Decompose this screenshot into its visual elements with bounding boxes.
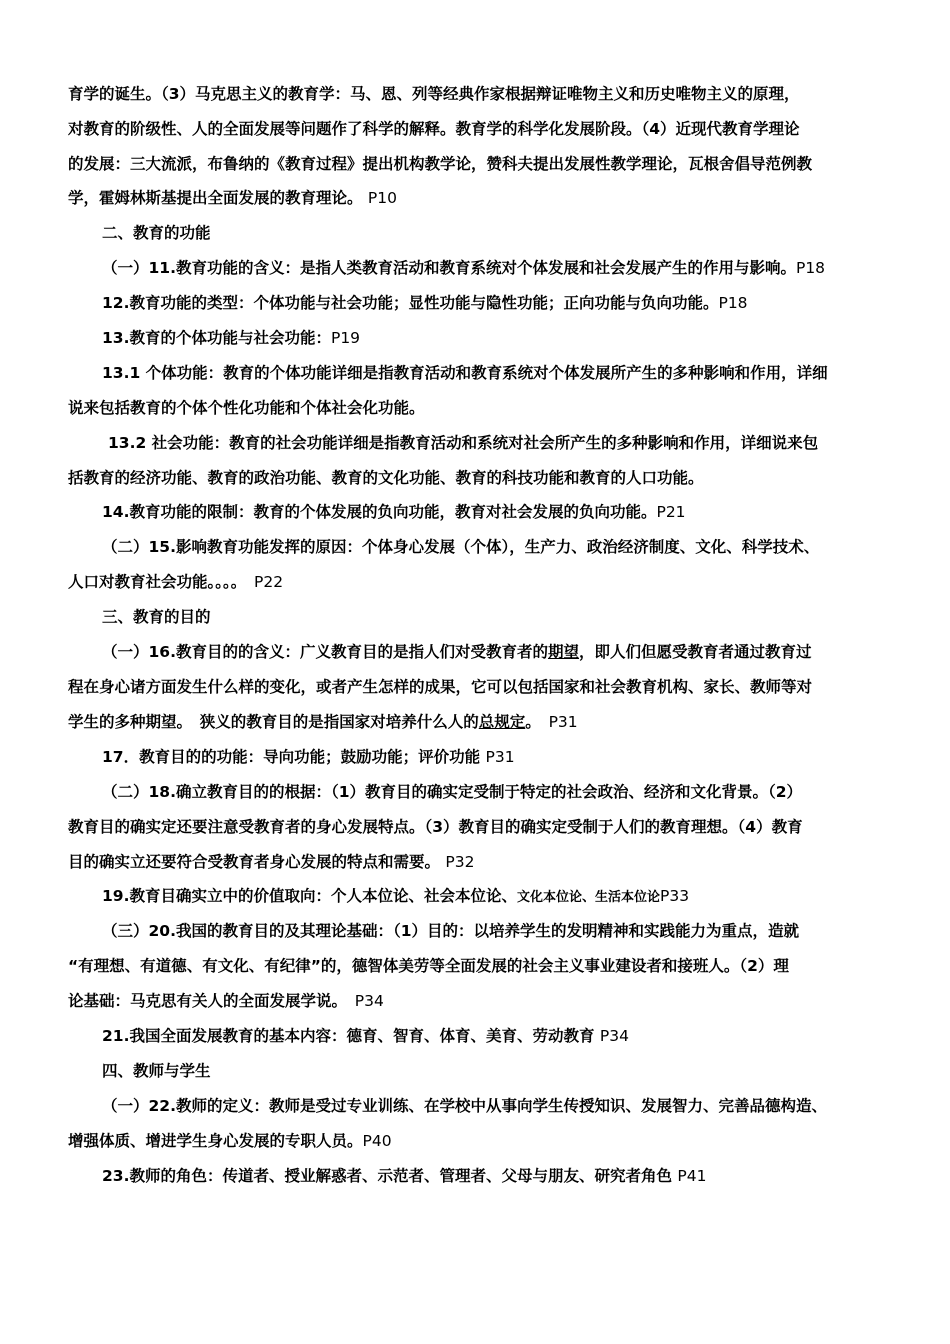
small-text: 文化本位论、生活本位论 — [516, 890, 660, 905]
page-ref: P40 — [362, 1132, 392, 1150]
text-line — [102, 537, 819, 557]
text: （一）22.教师的定义：教师是受过专业训练、在学校中从事向学生传授知识、发展智力、完善品德构造、 — [102, 1097, 827, 1115]
text-line — [102, 1096, 827, 1116]
heading-text: 三、教育的目的 — [102, 608, 211, 626]
section-heading — [102, 223, 211, 243]
text: 23.教师的角色：传道者、授业解惑者、示范者、管理者、父母与朋友、研究者角色 — [102, 1167, 672, 1185]
text: 增强体质、增进学生身心发展的专职人员。 — [68, 1132, 363, 1150]
heading-text: 四、教师与学生 — [102, 1062, 211, 1080]
text-line — [102, 782, 802, 802]
text: 教育目的确实定还要注意受教育者的身心发展特点。（3）教育目的确实定受制于人们的教育理想。（4）教育 — [68, 818, 803, 836]
text-line — [102, 642, 812, 662]
page-ref: P31 — [485, 748, 515, 766]
text-line — [68, 84, 800, 104]
page-ref: P19 — [330, 329, 361, 347]
text: 人口对教育社会功能。。。。 — [68, 573, 239, 591]
page-ref: P33 — [659, 887, 690, 905]
text: 13.2 社会功能：教育的社会功能详细是指教育活动和系统对社会所产生的多种影响和作用，详细说来包 — [108, 434, 819, 452]
page-ref: P18 — [795, 259, 826, 277]
text: 12.教育功能的类型：个体功能与社会功能；显性功能与隐性功能；正向功能与负向功能。 — [102, 294, 719, 312]
text-line — [68, 188, 397, 208]
section-heading — [102, 607, 211, 627]
text: 。 — [525, 713, 534, 731]
underlined-term: 总规定 — [478, 713, 526, 731]
page-ref: P34 — [354, 992, 384, 1010]
text-line — [68, 1131, 392, 1151]
heading-text: 二、教育的功能 — [102, 224, 211, 242]
text-line — [68, 154, 812, 174]
page-ref: P34 — [599, 1027, 629, 1045]
text-line — [102, 1026, 629, 1046]
text: “有理想、有道德、有文化、有纪律”的，德智体美劳等全面发展的社会主义事业建设者和接班人。（2）理 — [68, 957, 789, 975]
text-line — [68, 468, 704, 488]
text-line — [68, 956, 789, 976]
page-ref: P32 — [445, 853, 475, 871]
text: 13.教育的个体功能与社会功能： — [102, 329, 331, 347]
text: 育学的诞生。（3）马克思主义的教育学：马、恩、列等经典作家根据辩证唯物主义和历史唯物主义的原理， — [68, 85, 800, 103]
text: 对教育的阶级性、人的全面发展等问题作了科学的解释。教育学的科学化发展阶段。（4）近现代教育学理论 — [68, 120, 800, 138]
text: 括教育的经济功能、教育的政治功能、教育的文化功能、教育的科技功能和教育的人口功能。 — [68, 469, 704, 487]
page-ref: P10 — [367, 189, 397, 207]
text-line — [68, 712, 578, 732]
text-line — [102, 258, 825, 278]
text: 19.教育目确实立中的价值取向：个人本位论、社会本位论、 — [102, 887, 517, 905]
page-ref: P22 — [254, 573, 284, 591]
text-line — [68, 572, 283, 592]
text-line — [102, 502, 686, 522]
text: 程在身心诸方面发生什么样的变化，或者产生怎样的成果，它可以包括国家和社会教育机构、家长、教师等对 — [68, 678, 813, 696]
text: 17．教育目的的功能：导向功能；鼓励功能；评价功能 — [102, 748, 481, 766]
text-line — [102, 328, 360, 348]
text-line — [102, 747, 515, 767]
text: （一）11.教育功能的含义：是指人类教育活动和教育系统对个体发展和社会发展产生的作用与影响。 — [102, 259, 796, 277]
text: 学生的多种期望。 狭义的教育目的是指国家对培养什么人的 — [68, 713, 479, 731]
text: （一）16.教育目的的含义：广义教育目的是指人们对受教育者的 — [102, 643, 548, 661]
text-line — [68, 991, 384, 1011]
text: 的发展：三大流派，布鲁纳的《教育过程》提出机构教学论，赞科夫提出发展性教学理论，瓦根舍倡导范例教 — [68, 155, 813, 173]
text: ，即人们但愿受教育者通过教育过 — [578, 643, 812, 661]
text: 论基础：马克思有关人的全面发展学说。 — [68, 992, 340, 1010]
text-line — [102, 293, 748, 313]
section-heading — [102, 1061, 211, 1081]
text-line — [68, 817, 803, 837]
page-ref: P18 — [718, 294, 748, 312]
text-line — [68, 119, 800, 139]
text-line — [68, 677, 812, 697]
text: 目的确实立还要符合受教育者身心发展的特点和需要。 — [68, 853, 441, 871]
page-ref: P31 — [548, 713, 578, 731]
page-ref: P21 — [656, 503, 686, 521]
text: （三）20.我国的教育目的及其理论基础：（1）目的：以培养学生的发明精神和实践能力为重点，造就 — [102, 922, 799, 940]
text-line — [108, 433, 818, 453]
text-line — [102, 886, 689, 908]
text-line — [68, 398, 425, 418]
page-ref: P41 — [677, 1167, 707, 1185]
text: 学，霍姆林斯基提出全面发展的教育理论。 — [68, 189, 363, 207]
text: 14.教育功能的限制：教育的个体发展的负向功能，教育对社会发展的负向功能。 — [102, 503, 657, 521]
text-line — [102, 1166, 706, 1186]
text-line — [102, 921, 799, 941]
text: （二）15.影响教育功能发挥的原因：个体身心发展（个体），生产力、政治经济制度、文化、科学技术、 — [102, 538, 820, 556]
text-line — [102, 363, 828, 383]
text: 13.1 个体功能：教育的个体功能详细是指教育活动和教育系统对个体发展所产生的多种影响和作用，详细 — [102, 364, 828, 382]
text: 说来包括教育的个体个性化功能和个体社会化功能。 — [68, 399, 425, 417]
text: 21.我国全面发展教育的基本内容：德育、智育、体育、美育、劳动教育 — [102, 1027, 595, 1045]
text: （二）18.确立教育目的的根据：（1）教育目的确实定受制于特定的社会政治、经济和文化背景。（2） — [102, 783, 803, 801]
text-line — [68, 852, 475, 872]
underlined-term: 期望 — [547, 643, 579, 661]
